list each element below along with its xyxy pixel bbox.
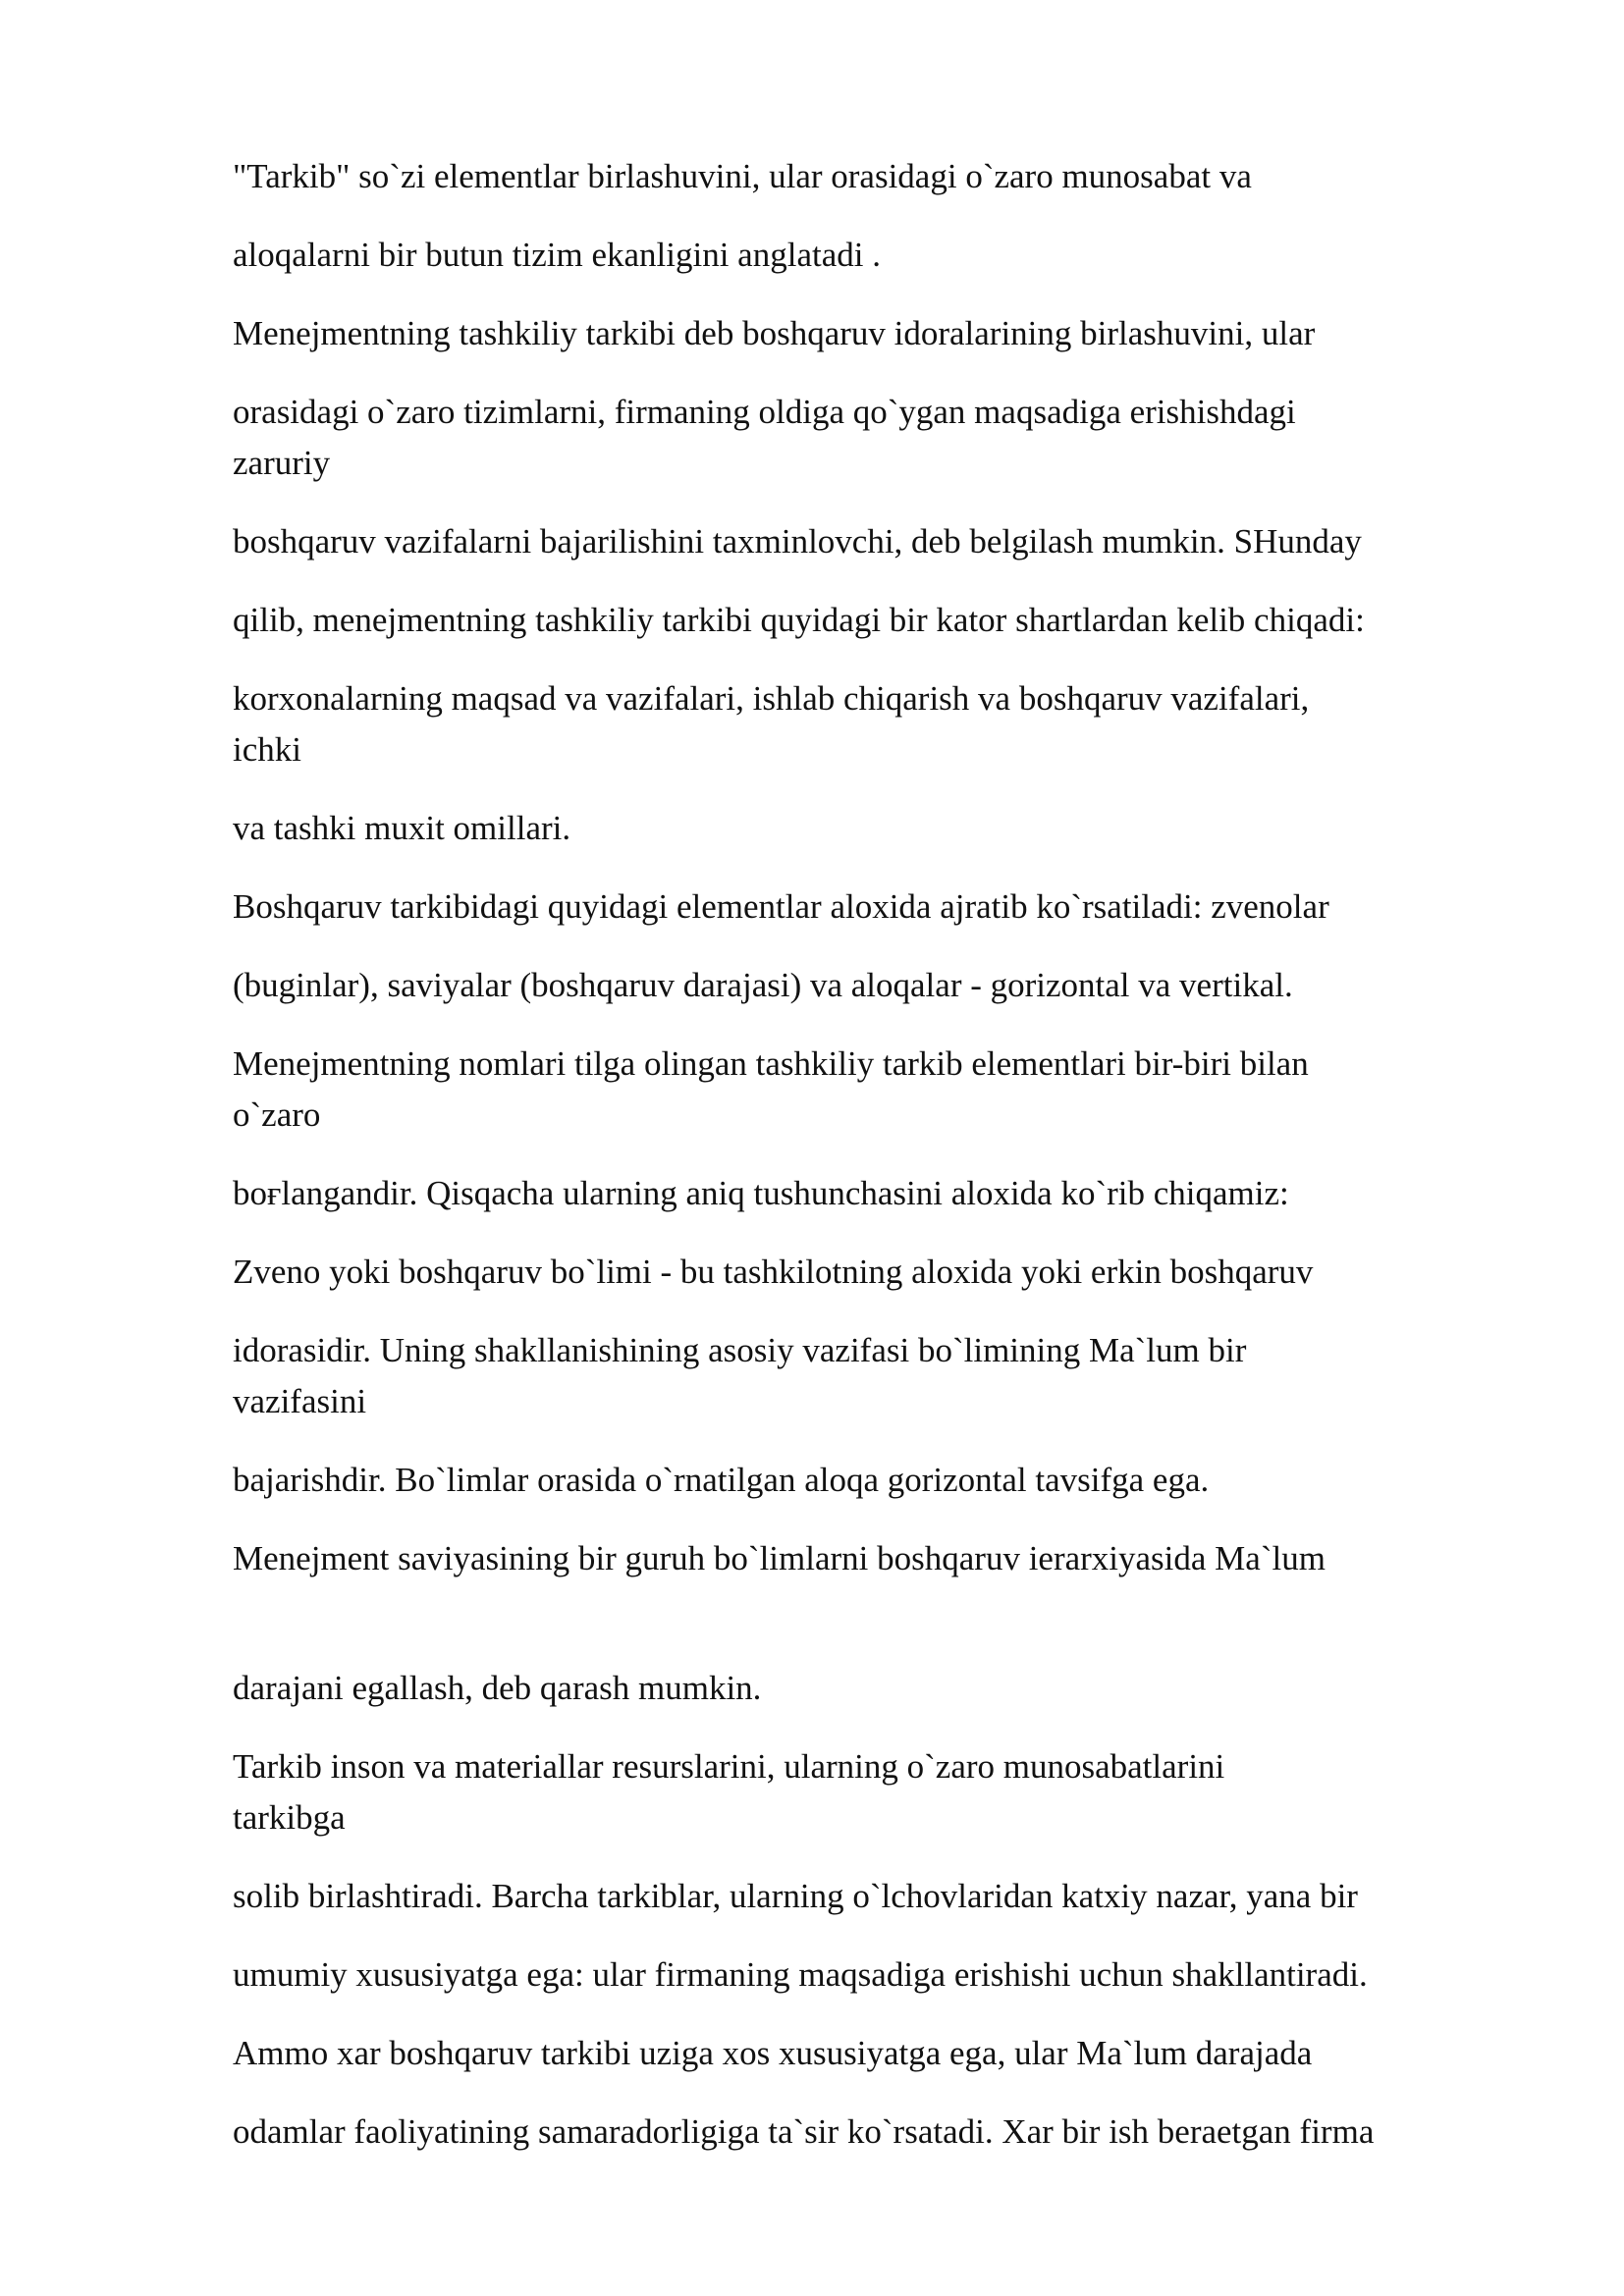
text-line: Boshqaruv tarkibidagi quyidagi elementlar aloxida ajratib ko`rsatiladi: zvenolar — [233, 887, 1329, 926]
text-line: darajani egallash, deb qarash mumkin. — [233, 1669, 762, 1707]
text-line: boshqaruv vazifalarni bajarilishini taxminlovchi, deb belgilash mumkin. SHunday — [233, 522, 1362, 561]
text-line: Ammo xar boshqaruv tarkibi uziga xos xususiyatga ega, ular Ma`lum darajada — [233, 2034, 1313, 2072]
text-line: solib birlashtiradi. Barcha tarkiblar, ularning o`lchovlaridan katxiy nazar, yana bir — [233, 1877, 1358, 1915]
text-line: zaruriy — [233, 444, 331, 482]
text-line: (buginlar), saviyalar (boshqaruv darajasi) va aloqalar - gorizontal va vertikal. — [233, 966, 1293, 1004]
text-line: umumiy xususiyatga ega: ular firmaning maqsadiga erishishi uchun shakllantiradi. — [233, 1955, 1368, 1994]
text-line: idorasidir. Uning shakllanishining asosiy vazifasi bo`limining Ma`lum bir — [233, 1331, 1247, 1369]
text-line: qilib, menejmentning tashkiliy tarkibi quyidagi bir kator shartlardan kelib chiqadi: — [233, 601, 1365, 639]
text-line: "Tarkib" so`zi elementlar birlashuvini, ular orasidagi o`zaro munosabat va — [233, 157, 1252, 195]
text-line: Tarkib inson va materiallar resurslarini, ularning o`zaro munosabatlarini — [233, 1747, 1225, 1786]
text-line: Zveno yoki boshqaruv bo`limi - bu tashkilotning aloxida yoki erkin boshqaruv — [233, 1253, 1314, 1291]
text-line: tarkibga — [233, 1798, 346, 1837]
text-line: korxonalarning maqsad va vazifalari, ishlab chiqarish va boshqaruv vazifalari, — [233, 679, 1310, 718]
text-line: orasidagi o`zaro tizimlarni, firmaning oldiga qo`ygan maqsadiga erishishdagi — [233, 393, 1296, 431]
text-line: o`zaro — [233, 1095, 321, 1134]
text-line: vazifasini — [233, 1382, 367, 1420]
text-line: boғlangandir. Qisqacha ularning aniq tushunchasini aloxida ko`rib chiqamiz: — [233, 1174, 1289, 1212]
text-line: Menejment saviyasining bir guruh bo`limlarni boshqaruv ierarxiyasida Ma`lum — [233, 1539, 1326, 1577]
text-line: Menejmentning tashkiliy tarkibi deb boshqaruv idoralarining birlashuvini, ular — [233, 314, 1316, 352]
text-line: bajarishdir. Bo`limlar orasida o`rnatilgan aloqa gorizontal tavsifga ega. — [233, 1461, 1210, 1499]
text-line: Menejmentning nomlari tilga olingan tashkiliy tarkib elementlari bir-biri bilan — [233, 1044, 1309, 1083]
text-line: va tashki muxit omillari. — [233, 809, 571, 847]
text-line: aloqalarni bir butun tizim ekanligini anglatadi . — [233, 236, 881, 274]
text-line: odamlar faoliyatining samaradorligiga ta`sir ko`rsatadi. Xar bir ish beraetgan firma — [233, 2112, 1375, 2151]
text-line: ichki — [233, 730, 301, 769]
